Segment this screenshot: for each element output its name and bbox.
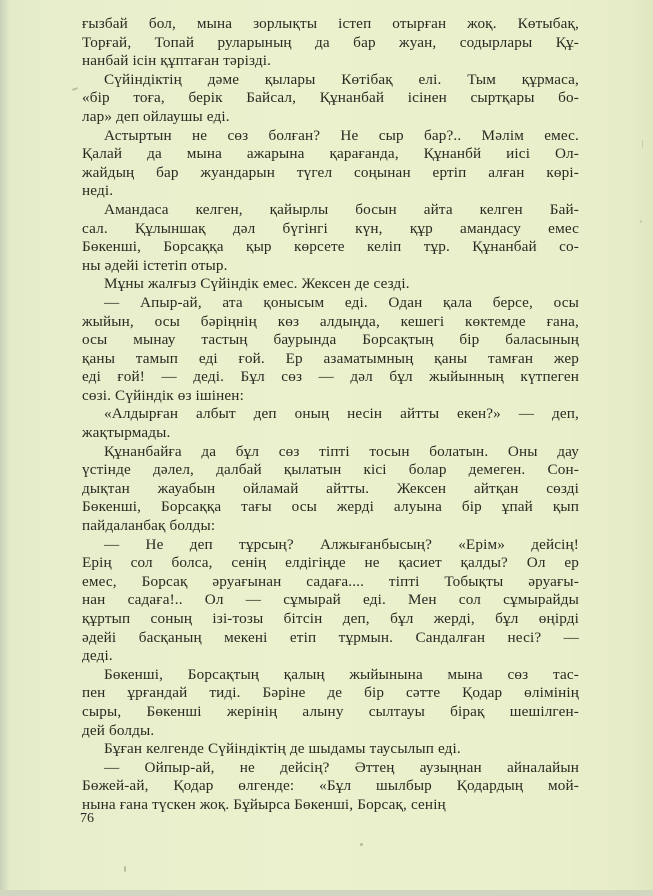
text-line: — Не деп тұрсың? Алжығанбысың? «Ерім» дейсің! — [104, 535, 579, 553]
text-line: «бір тоға, берік Байсал, Құнанбай ісінен сыртқары бо- — [82, 89, 579, 107]
scan-speck — [642, 140, 643, 148]
scan-speck — [640, 220, 642, 223]
text-line: ғызбай бол, мына зорлықты істеп отырған жоқ. Көтыбақ, — [82, 15, 579, 32]
paragraph — [82, 275, 579, 294]
text-line: жақтырмады. — [82, 424, 171, 442]
text-line: Мұны жалғыз Сүйіндік емес. Жексен де сезді. — [104, 275, 410, 293]
text-line: Астыртын не сөз болған? Не сыр бар?.. Мәлім емес. — [104, 126, 579, 144]
text-line: неді. — [82, 182, 114, 200]
text-line: жайдың бар жуандарын түгел соңынан ертіп алған көрі- — [82, 163, 579, 181]
text-line: қаны тамып еді ғой. Ер азаматымның қаны тамған жер — [82, 349, 579, 367]
text-line: Торғай, Топай руларының да бар жуан, содырлары Құ- — [82, 33, 579, 51]
text-line: пен ұрғандай тиді. Бәріне де бір сәтте Қодар өлімінің — [82, 684, 579, 702]
text-line: Құнанбайға да бұл сөз тіпті тосын болатын. Оны дау — [104, 442, 579, 460]
scan-speck — [72, 87, 78, 91]
scan-speck — [360, 843, 363, 846]
text-line: сал. Құлыншақ дәл бүгінгі күн, құр амандасу емес — [82, 219, 579, 237]
text-line: емес, Борсақ әруағынан садаға.... тіпті Тобықты әруағы- — [82, 572, 579, 590]
text-line: Бөкенші, Борсаққа тағы осы жерді алуына бір ұпай қып — [82, 498, 579, 516]
text-line: сөзі. Сүйіндік өз ішінен: — [82, 386, 244, 404]
text-line: құртып соның ізі-тозы бітсін деп, бұл жерді, бұл өңірді — [82, 610, 579, 627]
text-line: лар» деп ойлаушы еді. — [82, 107, 230, 125]
paragraph — [82, 15, 579, 71]
text-line: еді ғой! — деді. Бұл сөз — дәл бұл жыйынның күтпеген — [82, 368, 579, 386]
paragraph — [82, 127, 579, 201]
text-line: жыйын, осы бәріңнің көз алдыңда, кешегі көктемде ғана, — [82, 312, 579, 330]
text-line: — Ойпыр-ай, не дейсің? Әттең аузыңнан айналайын — [104, 758, 579, 776]
page-left-edge — [0, 0, 8, 896]
paragraph — [82, 666, 579, 740]
scan-speck — [124, 866, 126, 872]
text-line: дей болды. — [82, 721, 155, 739]
text-line: Бұған келгенде Сүйіндіктің де шыдамы таусылып еді. — [104, 740, 461, 758]
page-bottom-edge — [0, 890, 653, 896]
text-line: Бөкеншi, Борсаққа қыр көрсете келіп тұр. Құнанбай со- — [82, 238, 579, 256]
text-line: Амандаса келген, қайырлы босын айта келген Бай- — [104, 200, 579, 218]
text-line: деді. — [82, 647, 113, 665]
text-line: нына ғана түскен жоқ. Бұйырса Бөкенші, Борсақ, сенің — [82, 795, 446, 813]
text-line: Ерің сол болса, сенің елдігіңде не қасиет қалды? Ол ер — [82, 554, 579, 572]
text-line: Бөкенші, Борсақтың қалың жыйынына мына сөз тас- — [104, 665, 579, 683]
text-line: нанбай ісін құптаған тәрізді. — [82, 52, 272, 70]
page-text-body — [82, 15, 579, 815]
paragraph — [82, 71, 579, 127]
text-line: пайдаланбақ болды: — [82, 517, 216, 535]
text-line: Сүйіндіктің дәме қылары Көтібақ елі. Тым құрмаса, — [104, 70, 579, 88]
paragraph — [82, 536, 579, 666]
paragraph — [82, 740, 579, 759]
text-line: осы мынау тастың баурында Борсақтың бір баласының — [82, 331, 579, 349]
text-line: дықтан жауабын ойламай айтты. Жексен айтқан сөзді — [82, 479, 579, 497]
text-line: «Алдырған албыт деп оның несін айтты екен?» — деп, — [104, 405, 579, 423]
paragraph — [82, 759, 579, 815]
paragraph — [82, 405, 579, 442]
text-line: нан садаға!.. Ол — сұмырай еді. Мен сол сұмырайды — [82, 591, 579, 609]
text-line: — Апыр-ай, ата қонысым еді. Одан қала берсе, осы — [104, 293, 579, 311]
page-number: 76 — [80, 811, 94, 826]
text-line: сыры, Бөкенші жерінің алыну сылтауы бірақ шешілген- — [82, 702, 579, 720]
text-line: әдейі басқаның мекені етіп тұрмын. Сандалған несі? — — [82, 628, 579, 646]
text-line: үстінде дәлел, далбай қылатын кісі болар демеген. Сон- — [82, 461, 579, 479]
text-line: ны әдейі істетіп отыр. — [82, 256, 228, 274]
text-line: Бөжей-ай, Қодар өлгенде: «Бұл шылбыр Қодардың мой- — [82, 777, 579, 795]
paragraph — [82, 201, 579, 275]
text-line: Қалай да мына ажарына қарағанда, Құнанбй иісі Ол- — [82, 145, 579, 163]
paragraph — [82, 443, 579, 536]
paragraph — [82, 294, 579, 406]
